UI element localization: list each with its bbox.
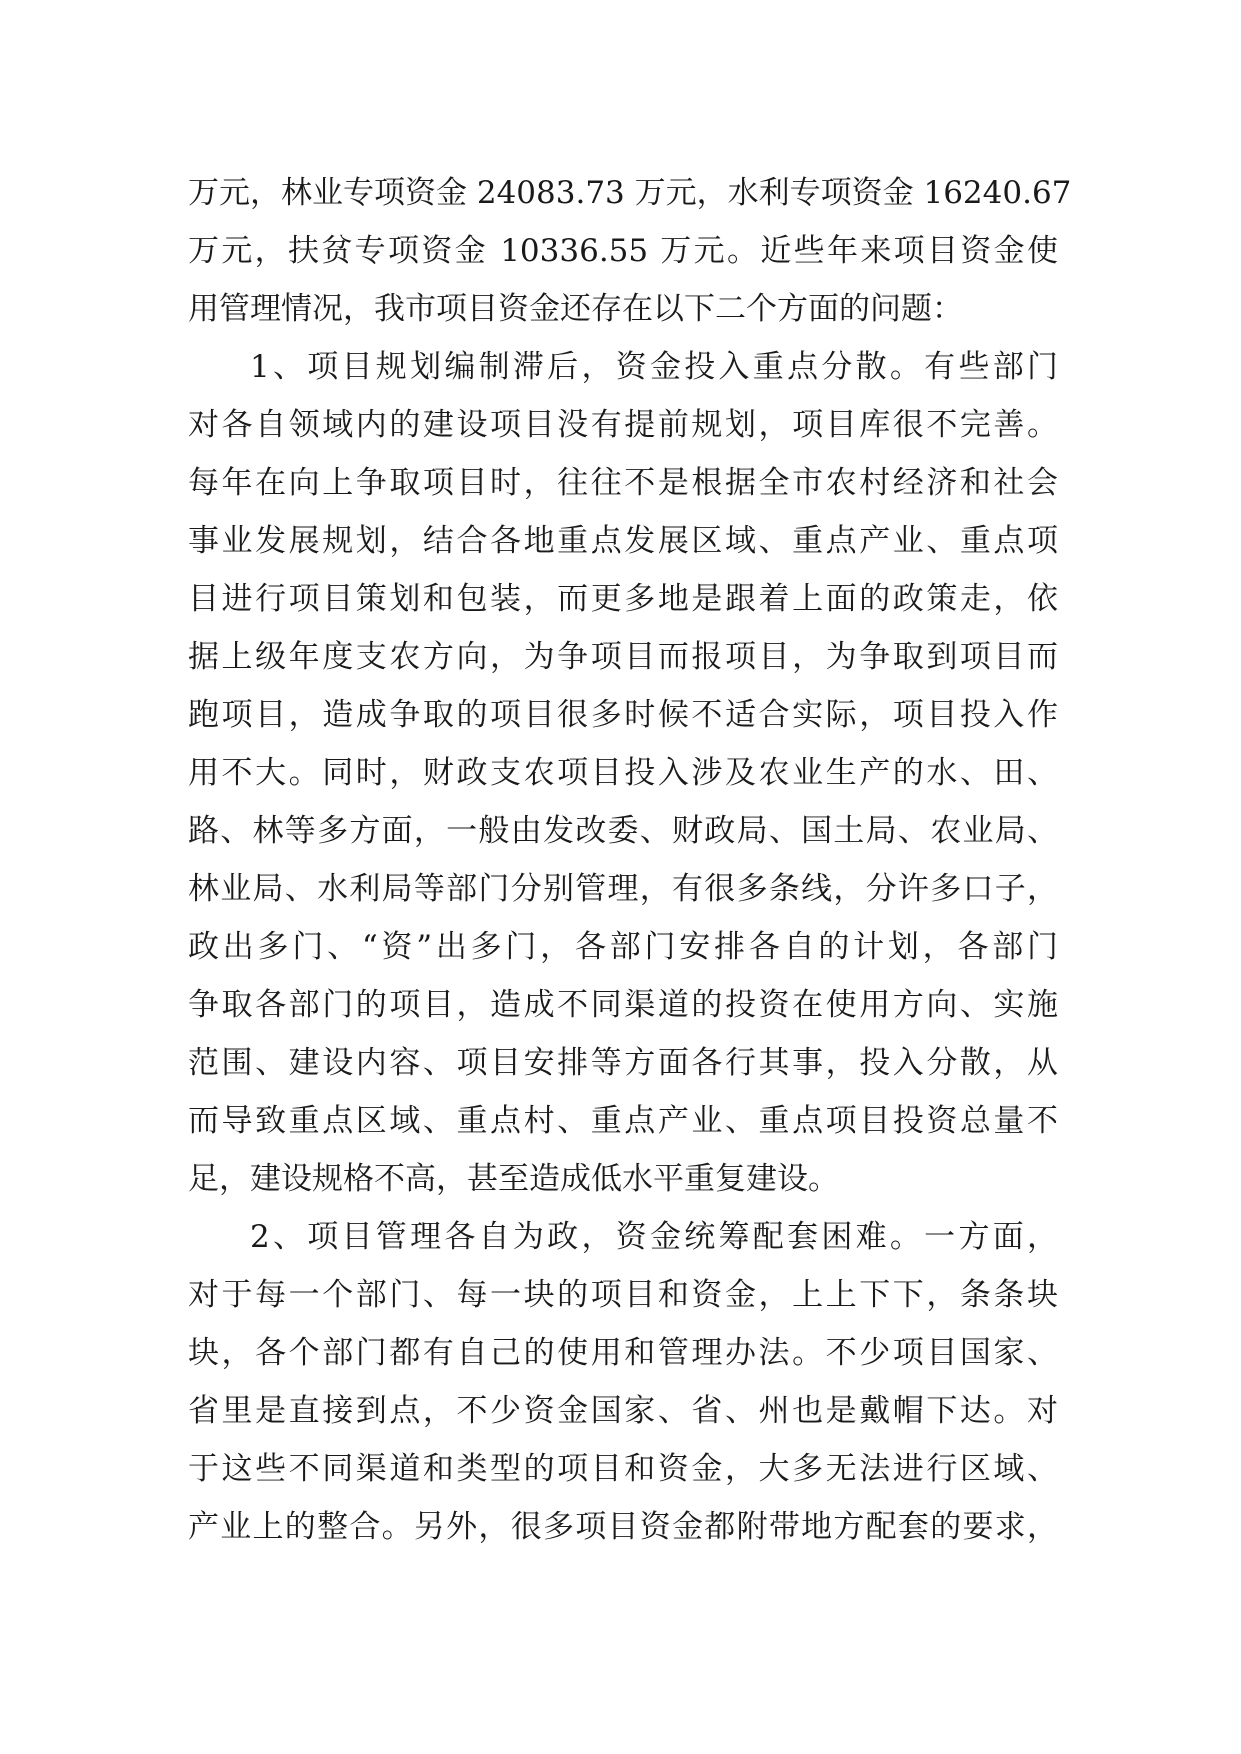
text-line: 用不大。同时，财政支农项目投入涉及农业生产的水、田、 [188, 755, 1058, 791]
text-line: 万元，林业专项资金 24083.73 万元，水利专项资金 16240.67 [188, 175, 1072, 211]
text-line: 对于每一个部门、每一块的项目和资金，上上下下，条条块 [188, 1277, 1058, 1313]
text-line: 省里是直接到点，不少资金国家、省、州也是戴帽下达。对 [188, 1393, 1058, 1429]
text-line: 林业局、水利局等部门分别管理，有很多条线，分许多口子， [188, 871, 1058, 907]
text-line: 政出多门、“资”出多门，各部门安排各自的计划，各部门 [188, 929, 1058, 965]
text-line: 据上级年度支农方向，为争项目而报项目，为争取到项目而 [188, 639, 1058, 675]
paragraph-0 [188, 164, 1072, 338]
text-line: 于这些不同渠道和类型的项目和资金，大多无法进行区域、 [188, 1451, 1058, 1487]
body-text [188, 164, 1072, 1556]
text-line: 每年在向上争取项目时，往往不是根据全市农村经济和社会 [188, 465, 1058, 501]
text-line: 万元，扶贫专项资金 10336.55 万元。近些年来项目资金使 [188, 233, 1058, 269]
text-line: 块，各个部门都有自己的使用和管理办法。不少项目国家、 [188, 1335, 1058, 1371]
paragraph-1 [188, 338, 1058, 1208]
text-line: 用管理情况，我市项目资金还存在以下二个方面的问题： [188, 291, 963, 327]
text-line: 事业发展规划，结合各地重点发展区域、重点产业、重点项 [188, 523, 1058, 559]
text-line: 1、项目规划编制滞后，资金投入重点分散。有些部门 [250, 349, 1058, 385]
text-line: 2、项目管理各自为政，资金统筹配套困难。一方面， [250, 1219, 1058, 1255]
text-line: 产业上的整合。另外，很多项目资金都附带地方配套的要求， [188, 1509, 1058, 1545]
text-line: 争取各部门的项目，造成不同渠道的投资在使用方向、实施 [188, 987, 1058, 1023]
text-line: 路、林等多方面，一般由发改委、财政局、国土局、农业局、 [188, 813, 1058, 849]
text-line: 而导致重点区域、重点村、重点产业、重点项目投资总量不 [188, 1103, 1058, 1139]
text-line: 跑项目，造成争取的项目很多时候不适合实际，项目投入作 [188, 697, 1058, 733]
text-line: 足，建设规格不高，甚至造成低水平重复建设。 [188, 1161, 839, 1197]
text-line: 范围、建设内容、项目安排等方面各行其事，投入分散，从 [188, 1045, 1058, 1081]
text-line: 对各自领域内的建设项目没有提前规划，项目库很不完善。 [188, 407, 1058, 443]
text-line: 目进行项目策划和包装，而更多地是跟着上面的政策走，依 [188, 581, 1058, 617]
paragraph-2 [188, 1208, 1058, 1556]
